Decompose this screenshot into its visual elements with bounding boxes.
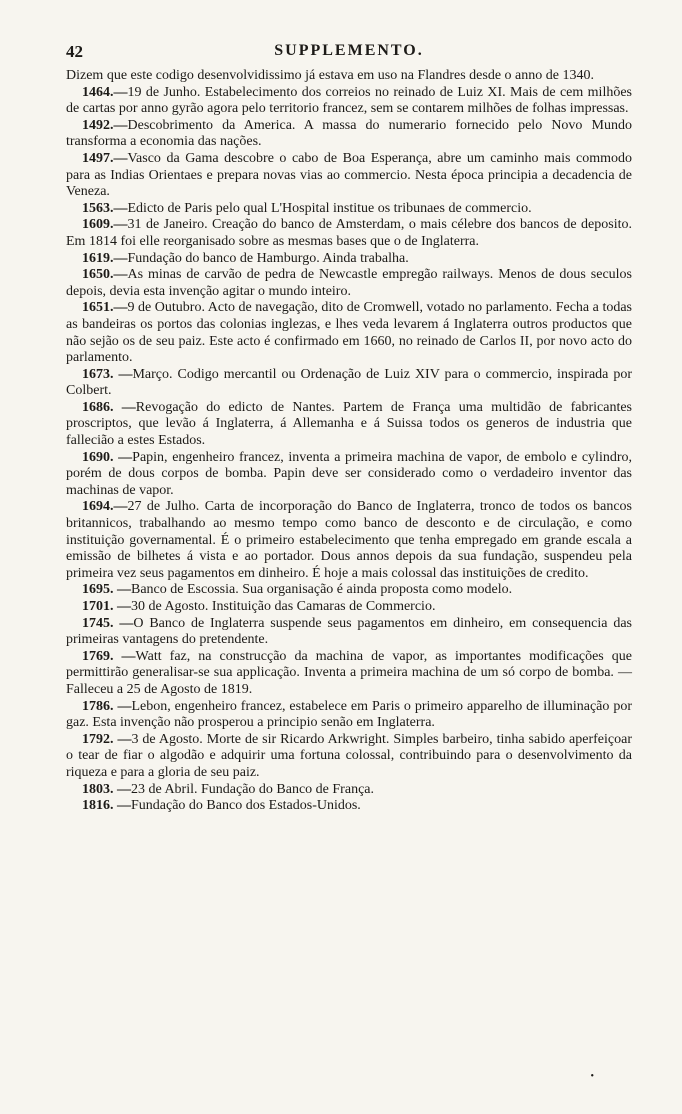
entry-year: 1673. — [82, 366, 133, 382]
entry-year: 1650.— [82, 267, 128, 283]
chronology-entry [66, 782, 632, 799]
entry-text: 31 de Janeiro. Creação do banco de Amsterdam, o mais célebre dos bancos de deposito. Em 1814 foi elle reorganisado sobre as mesmas bases que o de Inglaterra. [66, 217, 632, 249]
entry-year: 1816. — [82, 798, 131, 814]
entry-text: Vasco da Gama descobre o cabo de Boa Esperança, abre um caminho mais commodo para as Indias Orientaes e prepara novas vias ao commercio. Nesta época principia a decadencia de Veneza. [66, 150, 632, 200]
entry-text: Revogação do edicto de Nantes. Partem de França uma multidão de fabricantes proscriptos, que levão á Inglaterra, á Allemanha e á Suissa todos os generos de industria que fallecião a estes Estados. [66, 399, 633, 449]
entry-text: Março. Codigo mercantil ou Ordenação de Luiz XIV para o commercio, inspirada por Colbert. [66, 366, 633, 399]
entry-year: 1563.— [82, 200, 128, 216]
entry-text: As minas de carvão de pedra de Newcastle empregão railways. Menos de dous seculos depois, devia esta invenção agitar o mundo inteiro. [66, 267, 632, 299]
running-title: SUPPLEMENTO. [274, 42, 424, 59]
chronology-entry [66, 367, 632, 400]
entry-year: 1497.— [82, 150, 128, 166]
entry-text: Edicto de Paris pelo qual L'Hospital institue os tribunaes de commercio. [127, 200, 532, 216]
chronology-entry [66, 499, 632, 582]
entry-year: 1792. — [82, 731, 132, 747]
chronology-entry [66, 201, 632, 218]
entry-year: 1690. — [82, 449, 133, 465]
chronology-entry [66, 118, 632, 151]
entry-year: 1745. — [82, 615, 134, 631]
entry-year: 1701. — [82, 599, 131, 614]
entry-year: 1651.— [82, 300, 128, 316]
entry-text: Fundação do banco de Hamburgo. Ainda trabalha. [127, 250, 409, 266]
chronology-entry [66, 616, 632, 649]
chronology-entry [66, 217, 632, 250]
chronology-entry [66, 798, 632, 815]
entry-text: 9 de Outubro. Acto de navegação, dito de Cromwell, votado no parlamento. Fecha a todas as bandeiras os portos das colonias inglezas, e lhes veda levarem á Inglaterra outros productos que não sejão os de seu paiz. Este acto é confirmado em 1660, no reinado de Carlos II, por novo acto do parlamento. [66, 300, 632, 366]
entry-text: 19 de Junho. Estabelecimento dos correios no reinado de Luiz XI. Mais de cem milhões de cartas por anno gyrão agora pelo territorio francez, sem se contarem milhões de folhas impressas. [66, 84, 632, 117]
chronology-entry: Dizem que este codigo desenvolvidissimo já estava em uso na Flandres desde o anno de 1340. [66, 68, 594, 83]
entry-text: 27 de Julho. Carta de incorporação do Banco de Inglaterra, tronco de todos os bancos britannicos, trabalhando ao mesmo tempo como banco de desconto e de circulação, e como instituição governamental. É o primeiro estabelecimento que tenha empregado em grande escala a emissão de bilhetes á vista e ao portador. Dous annos depois da sua fundação, suspendeu pela primeira vez seus pagamentos em dinheiro. É hoje a mais colossal das instituições de credito. [66, 499, 632, 581]
entry-year: 1464.— [82, 84, 128, 100]
page-header [66, 42, 632, 68]
chronology-entry [66, 267, 632, 300]
chronology-body [66, 68, 632, 815]
chronology-entry [66, 599, 632, 616]
chronology-entry [66, 85, 632, 118]
entry-year: 1786. — [82, 698, 132, 714]
entry-year: 1609.— [82, 217, 128, 233]
entry-text: 3 de Agosto. Morte de sir Ricardo Arkwright. Simples barbeiro, tinha sabido aperfeiçoar o tear de fiar o algodão e adquirir uma fortuna colossal, contribuindo para o desenvolvimento da riqueza e para a gloria de seu paiz. [66, 731, 633, 780]
entry-year: 1695. — [82, 582, 131, 598]
chronology-entry [66, 582, 632, 599]
entry-year: 1619.— [82, 250, 128, 266]
chronology-entry [66, 450, 632, 500]
chronology-entry [66, 151, 632, 201]
entry-year: 1492.— [82, 117, 128, 133]
entry-year: 1803. — [82, 781, 131, 797]
entry-text: O Banco de Inglaterra suspende seus pagamentos em dinheiro, em consequencia das primeiras vantagens do pretendente. [66, 615, 633, 648]
chronology-entry [66, 400, 632, 450]
page-mark: • [590, 1071, 594, 1082]
chronology-entry [66, 699, 632, 732]
chronology-entry [66, 251, 632, 268]
entry-text: Lebon, engenheiro francez, estabelece em Paris o primeiro apparelho de illuminação por gaz. Esta invenção não prosperou a principio senão em Inglaterra. [66, 698, 632, 731]
entry-text: Watt faz, na construcção da machina de vapor, as importantes modificações que permittirão generalisar-se sua applicação. Inventa a primeira machina de um só corpo de bomba. — Falleceu a 25 de Agosto de 1819. [66, 648, 632, 697]
entry-text: Banco de Escossia. Sua organisação é ainda proposta como modelo. [131, 582, 513, 598]
entry-text: 30 de Agosto. Instituição das Camaras de Commercio. [131, 599, 436, 614]
chronology-entry [66, 649, 632, 699]
entry-year: 1686. — [82, 399, 136, 415]
entry-text: Papin, engenheiro francez, inventa a primeira machina de vapor, de embolo e cylindro, porém de dous corpos de bomba. Papin deve ser considerado como o verdadeiro inventor das machinas de vapor. [66, 449, 633, 498]
page-number: 42 [66, 42, 83, 61]
entry-text: Fundação do Banco dos Estados-Unidos. [131, 798, 361, 814]
entry-text: Descobrimento da America. A massa do numerario fornecido pelo Novo Mundo transforma a economia das nações. [66, 117, 632, 150]
chronology-entry [66, 732, 632, 782]
entry-year: 1769. — [82, 648, 136, 664]
entry-year: 1694.— [82, 499, 128, 515]
entry-text: 23 de Abril. Fundação do Banco de França. [131, 781, 374, 797]
chronology-entry [66, 300, 632, 366]
